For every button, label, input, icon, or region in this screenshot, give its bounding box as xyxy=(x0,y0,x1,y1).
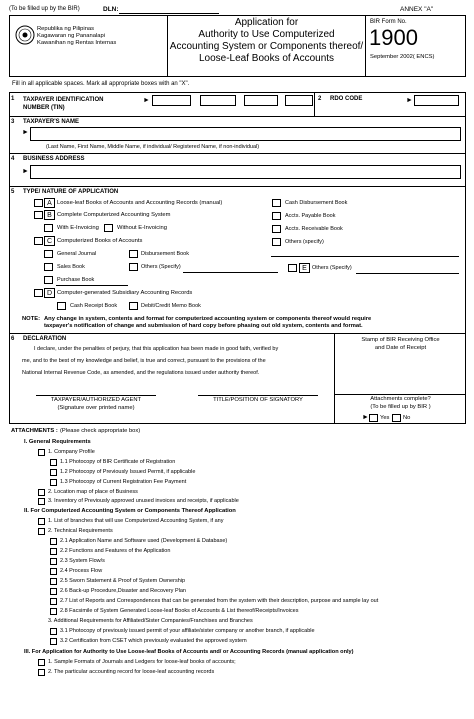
attach-II-2-checkbox[interactable] xyxy=(38,528,45,535)
sales-book-checkbox[interactable] xyxy=(44,263,53,271)
stamp-line-1: Stamp of BIR Receiving Office xyxy=(361,337,440,343)
rdo-arrow-icon: ► xyxy=(406,97,413,104)
tin-arrow-icon: ► xyxy=(143,97,150,104)
attach-II-1-checkbox[interactable] xyxy=(38,518,45,525)
business-address-field[interactable] xyxy=(30,165,461,179)
s2-number: 2 xyxy=(318,96,322,102)
title-position-line xyxy=(198,395,318,396)
s5-number: 5 xyxy=(11,189,15,195)
dln-label: DLN: xyxy=(103,6,119,13)
s1-number: 1 xyxy=(11,96,15,102)
attach-II-2-6-checkbox[interactable] xyxy=(50,588,57,595)
option-b-checkbox[interactable] xyxy=(34,211,43,219)
attach-I-1-1-checkbox[interactable] xyxy=(50,459,57,466)
attach-I-1-1: 1.1 Photocopy of BIR Certificate of Registration xyxy=(60,459,176,465)
option-a-letter: A xyxy=(44,198,55,208)
rdo-code-field[interactable] xyxy=(414,95,459,106)
name-arrow-icon: ► xyxy=(22,129,29,136)
attach-II-2-8: 2.8 Facsimile of System Generated Loose-leaf Books of Accounts & List thereof/Receipts/Invoices xyxy=(60,608,299,614)
others-right-line xyxy=(271,256,459,257)
attach-II-2-1-checkbox[interactable] xyxy=(50,538,57,545)
tin-label xyxy=(23,96,103,112)
s4-number: 4 xyxy=(11,156,15,162)
others-c-label: Others (Specify) xyxy=(141,264,181,270)
declaration-line-3: National Internal Revenue Code, as amended, and the regulations issued under authority thereof. xyxy=(22,370,260,376)
tin-field-3[interactable] xyxy=(244,95,278,106)
title-line-3: Accounting System or Components thereof/ xyxy=(169,41,364,52)
row-line xyxy=(9,186,466,187)
attach-II-3-2-checkbox[interactable] xyxy=(50,638,57,645)
bir-seal-logo xyxy=(15,25,35,45)
purchase-book-label: Purchase Book xyxy=(57,277,95,283)
attach-II-2-7-checkbox[interactable] xyxy=(50,598,57,605)
debit-credit-checkbox[interactable] xyxy=(129,302,138,310)
declaration-label: DECLARATION xyxy=(23,336,67,342)
attach-II-2-6: 2.6 Back-up Procedure,Disaster and Recovery Plan xyxy=(60,588,186,594)
attachments-complete-sub: (To be filled up by BIR ) xyxy=(370,404,431,410)
tin-field-2[interactable] xyxy=(200,95,236,106)
attach-I-2-checkbox[interactable] xyxy=(38,489,45,496)
option-c-letter: C xyxy=(44,236,55,246)
option-d-letter: D xyxy=(44,288,55,298)
rdo-label: RDO CODE xyxy=(330,96,363,102)
yes-arrow-icon: ► xyxy=(362,414,369,421)
signer-label: TAXPAYER/AUTHORIZED AGENT xyxy=(50,397,142,403)
row-line xyxy=(9,92,466,93)
attach-II-2-2: 2.2 Functions and Features of the Application xyxy=(60,548,171,554)
attach-I-3-checkbox[interactable] xyxy=(38,498,45,505)
others-right-label: Others (specify) xyxy=(285,239,324,245)
title-position-label: TITLE/POSITION OF SIGNATORY xyxy=(213,397,303,403)
attach-III-2-checkbox[interactable] xyxy=(38,669,45,676)
option-c-label: Computerized Books of Accounts xyxy=(57,238,143,244)
attach-II-2-8-checkbox[interactable] xyxy=(50,608,57,615)
attach-II-2-3: 2.3 System Flow/s xyxy=(60,558,105,564)
attach-III: III. For Application for Authority to Use Loose-leaf Books of Accounts and/ or Accounting Records (manual application only) xyxy=(24,649,354,655)
signer-sublabel: (Signature over printed name) xyxy=(57,405,135,411)
s3-number: 3 xyxy=(11,119,15,125)
attach-II-3: 3. Additional Requirements for Affiliated/Sister Companies/Franchises and Branches xyxy=(48,618,253,624)
without-einvoicing-checkbox[interactable] xyxy=(104,224,113,232)
yes-label: Yes xyxy=(380,415,390,421)
attach-II-3-2: 3.2 Certification from CSET which previously evaluated the approved system xyxy=(60,638,247,644)
option-b-letter: B xyxy=(44,210,55,220)
attach-II-2-7: 2.7 List of Reports and Correspondences that can be generated from the system with their description, purpose and sample lay out xyxy=(60,598,379,604)
purchase-book-checkbox[interactable] xyxy=(44,276,53,284)
filled-by-bir-label: (To be filled up by the BIR) xyxy=(9,6,80,12)
title-line-2: Authority to Use Computerized xyxy=(198,29,335,40)
no-checkbox[interactable] xyxy=(392,414,401,422)
attach-II-2-5: 2.5 Sworn Statement & Proof of System Ownership xyxy=(60,578,186,584)
accts-payable-label: Accts. Payable Book xyxy=(285,213,336,219)
attach-II-2-3-checkbox[interactable] xyxy=(50,558,57,565)
s6-number: 6 xyxy=(11,336,15,342)
row-line xyxy=(334,394,466,395)
declaration-line-2: me, and to the best of my knowledge and belief, is true and correct, pursuant to the provisions of the xyxy=(22,358,266,364)
disbursement-book-checkbox[interactable] xyxy=(129,250,138,258)
accts-receivable-checkbox[interactable] xyxy=(272,225,281,233)
cash-receipt-checkbox[interactable] xyxy=(57,302,66,310)
attach-I-1-checkbox[interactable] xyxy=(38,449,45,456)
agency-line-3: Kawanihan ng Rentas Internas xyxy=(37,40,117,46)
taxpayer-name-hint: (Last Name, First Name, Middle Name, if individual/ Registered Name, if non-individual) xyxy=(46,144,260,150)
attachments-hint: (Please check appropriate box) xyxy=(60,428,141,434)
others-c-line xyxy=(183,272,278,273)
annex-label: ANNEX "A" xyxy=(400,6,434,13)
title-line-1: Application for xyxy=(234,17,299,28)
title-line-4: Loose-Leaf Books of Accounts xyxy=(198,53,335,64)
header-divider-right xyxy=(365,15,366,77)
type-nature-label: TYPE/ NATURE OF APPLICATION xyxy=(23,189,119,195)
row-line xyxy=(9,333,466,334)
attachments-title: ATTACHMENTS : xyxy=(11,428,58,434)
cash-disbursement-checkbox[interactable] xyxy=(272,199,281,207)
option-a-label: Loose-leaf Books of Accounts and Accounting Records (manual) xyxy=(57,200,223,206)
agency-line-1: Republika ng Pilipinas xyxy=(37,26,95,32)
general-journal-label: General Journal xyxy=(57,251,97,257)
instructions: Fill in all applicable spaces. Mark all appropriate boxes with an "X". xyxy=(12,81,190,87)
accts-payable-checkbox[interactable] xyxy=(272,212,281,220)
yes-checkbox[interactable] xyxy=(369,414,378,422)
option-e-letter: E xyxy=(299,263,310,273)
option-d-checkbox[interactable] xyxy=(34,289,43,297)
form-title xyxy=(168,17,365,65)
stamp-line-2: and Date of Receipt xyxy=(374,345,427,351)
option-e-checkbox[interactable] xyxy=(288,264,297,272)
tin-field-4[interactable] xyxy=(285,95,313,106)
no-label: No xyxy=(403,415,411,421)
without-einvoicing-label: Without E-Invoicing xyxy=(117,225,167,231)
tin-label-line1: TAXPAYER IDENTIFICATION xyxy=(23,97,104,103)
attach-I-3: 3. Inventory of Previously approved unused invoices and receipts, if applicable xyxy=(48,498,239,504)
with-einvoicing-checkbox[interactable] xyxy=(44,224,53,232)
note-line-1: Any change in system, contents and format for computerized accounting system or components thereof would require xyxy=(44,316,372,322)
attachments-complete-label: Attachments complete? xyxy=(370,396,431,402)
col-line xyxy=(314,92,315,116)
others-c-checkbox[interactable] xyxy=(129,263,138,271)
attach-II-2-5-checkbox[interactable] xyxy=(50,578,57,585)
cash-disbursement-label: Cash Disbursement Book xyxy=(285,200,348,206)
attach-I-1-2: 1.2 Photocopy of Previously Issued Permit, if applicable xyxy=(60,469,196,475)
taxpayer-name-label: TAXPAYER'S NAME xyxy=(23,119,79,125)
attach-I: I. General Requirements xyxy=(24,439,91,445)
attach-II-3-1: 3.1 Photocopy of previously issued permit of your affiliate/sister company or another branch, if applicable xyxy=(60,628,315,634)
attach-II-2-1: 2.1 Application Name and Software used (Development & Database) xyxy=(60,538,228,544)
dln-line xyxy=(119,13,219,14)
disbursement-book-label: Disbursement Book xyxy=(141,251,189,257)
business-address-label: BUSINESS ADDRESS xyxy=(23,156,85,162)
general-journal-checkbox[interactable] xyxy=(44,250,53,258)
option-d-label: Computer-generated Subsidiary Accounting Records xyxy=(57,290,193,296)
note-label: NOTE: xyxy=(22,316,41,322)
form-number: 1900 xyxy=(369,25,418,50)
attach-III-1-checkbox[interactable] xyxy=(38,659,45,666)
sales-book-label: Sales Book xyxy=(57,264,85,270)
attach-II-2: 2. Technical Requirements xyxy=(48,528,113,534)
attach-I-1-3: 1.3 Photocopy of Current Registration Fee Payment xyxy=(60,479,187,485)
form-date: September 2002( ENCS) xyxy=(370,54,435,60)
taxpayer-name-field[interactable] xyxy=(30,127,461,141)
others-e-label: Others (Specify) xyxy=(312,265,352,271)
option-a-checkbox[interactable] xyxy=(34,199,43,207)
accts-receivable-label: Accts. Receivable Book xyxy=(285,226,343,232)
with-einvoicing-label: With E-Invoicing xyxy=(57,225,99,231)
signature-line xyxy=(36,395,156,396)
attach-III-2: 2. The particular accounting record for loose-leaf accounting records xyxy=(48,669,215,675)
tin-label-line2: NUMBER (TIN) xyxy=(23,105,65,111)
bir-stamp-area xyxy=(335,336,466,352)
attach-I-1: 1. Company Profile xyxy=(48,449,95,455)
declaration-line-1: I declare, under the penalties of perjury, that this application has been made in good faith, verified by xyxy=(34,346,279,352)
form-no-label: BIR Form No. xyxy=(370,19,407,25)
debit-credit-label: Debit/Credit Memo Book xyxy=(141,303,201,309)
attach-II-2-2-checkbox[interactable] xyxy=(50,548,57,555)
attach-III-1: 1. Sample Formats of Journals and Ledgers for loose-leaf books of accounts; xyxy=(48,659,236,665)
option-b-label: Complete Computerized Accounting System xyxy=(57,212,171,218)
others-e-line xyxy=(356,273,459,274)
agency-name xyxy=(37,26,116,47)
attach-II-2-4-checkbox[interactable] xyxy=(50,568,57,575)
tin-field-1[interactable] xyxy=(152,95,191,106)
address-arrow-icon: ► xyxy=(22,168,29,175)
note-line-2: taxpayer's notification of change and submission of hard copy before phasing out old system, contents and format. xyxy=(44,323,363,329)
option-c-checkbox[interactable] xyxy=(34,237,43,245)
others-right-checkbox[interactable] xyxy=(272,238,281,246)
attach-II: II. For Computerized Accounting System or Components Thereof Application xyxy=(24,508,236,514)
row-line xyxy=(9,153,466,154)
attach-II-2-4: 2.4 Process Flow xyxy=(60,568,103,574)
attach-I-1-2-checkbox[interactable] xyxy=(50,469,57,476)
purchase-book-line xyxy=(56,285,128,286)
agency-line-2: Kagawaran ng Pananalapi xyxy=(37,33,106,39)
attach-I-2: 2. Location map of place of Business xyxy=(48,489,138,495)
cash-receipt-label: Cash Receipt Book xyxy=(70,303,118,309)
attach-I-1-3-checkbox[interactable] xyxy=(50,479,57,486)
row-line xyxy=(9,116,466,117)
attach-II-1: 1. List of branches that will use Computerized Accounting System, if any xyxy=(48,518,224,524)
attach-II-3-1-checkbox[interactable] xyxy=(50,628,57,635)
